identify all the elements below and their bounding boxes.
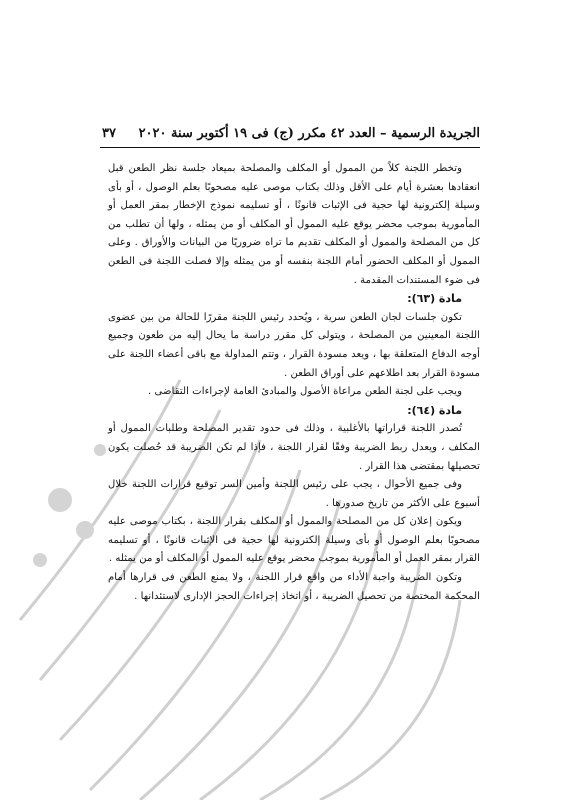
paragraph: وتكون الضريبة واجبة الأداء من واقع قرار اللجنة ، ولا يمنع الطعن فى قرارها أمام المحكمة المختصة من تحصيل الضريبة ، أو اتخاذ إجراءات الحجز الإدارى لاستئدانها . [108, 572, 480, 602]
page-number: ٣٧ [101, 126, 116, 141]
article-heading: مادة (٦٤): [407, 403, 462, 417]
body-text [108, 160, 480, 606]
paragraph: تكون جلسات لجان الطعن سرية ، ويُحدد رئيس اللجنة مقررًا للحالة من بين عضوى اللجنة المعينين من المصلحة ، ويتولى كل مقرر دراسة ما يحال إليه من طعون وجميع أوجه الدفاع المتعلقة بها ، ويعد مسودة القرار ، وتتم المداولة مع باقى أعضاء اللجنة على مسودة القرار بعد اطلاعهم على أوراق الطعن . [108, 311, 480, 379]
paragraph: ويجب على لجنة الطعن مراعاة الأصول والمبادئ العامة لإجراءات التقاضى . [148, 386, 462, 398]
article-heading: مادة (٦٣): [407, 292, 462, 306]
paragraph: تُصدر اللجنة قراراتها بالأغلبية ، وذلك فى حدود تقدير المصلحة وطلبات الممول أو المكلف ، ويعدل ربط الضريبة وفقًا لقرار اللجنة ، فإذا لم تكن الضريبة قد حُصلت يكون تحصيلها بمقتضى هذا القرار . [108, 423, 480, 472]
page-header [100, 126, 480, 141]
paragraph: ويكون إعلان كل من المصلحة والممول أو المكلف بقرار اللجنة ، بكتاب موصى عليه مصحوبًا بعلم الوصول أو بأى وسيلة إلكترونية لها حجية فى الإثبات قانونًا ، أو تسليمه القرار بمقر العمل أو المأمورية بموجب محضر يوقع عليه الممول أو المكلف أو من يمثله . [108, 516, 480, 565]
paragraph: وفى جميع الأحوال ، يجب على رئيس اللجنة وأمين السر توقيع قرارات اللجنة خلال أسبوع على الأكثر من تاريخ صدورها . [108, 479, 480, 509]
paragraph: وتخطر اللجنة كلاً من الممول أو المكلف والمصلحة بميعاد جلسة نظر الطعن قبل انعقادها بعشرة أيام على الأقل وذلك بكتاب موصى عليه مصحوبًا بعلم الوصول ، أو بأى وسيلة إلكترونية لها حجية فى الإثبات قانونًا ، أو تسليمه نموذج الإخطار بمقر العمل أو المأمورية بموجب محضر يوقع عليه الممول أو المكلف أو من يمثله ، ولها أن تطلب من كل من المصلحة والممول أو المكلف تقديم ما تراه ضروريًا من البيانات والأوراق . وعلى الممول أو المكلف الحضور أمام اللجنة بنفسه أو من يمثله وإلا فصلت اللجنة فى الطعن فى ضوء المستندات المقدمة . [108, 163, 480, 286]
header-rule [100, 147, 480, 148]
header-title: الجريدة الرسمية – العدد ٤٢ مكرر (ج) فى ١٩ أكتوبر سنة ٢٠٢٠ [138, 126, 480, 141]
